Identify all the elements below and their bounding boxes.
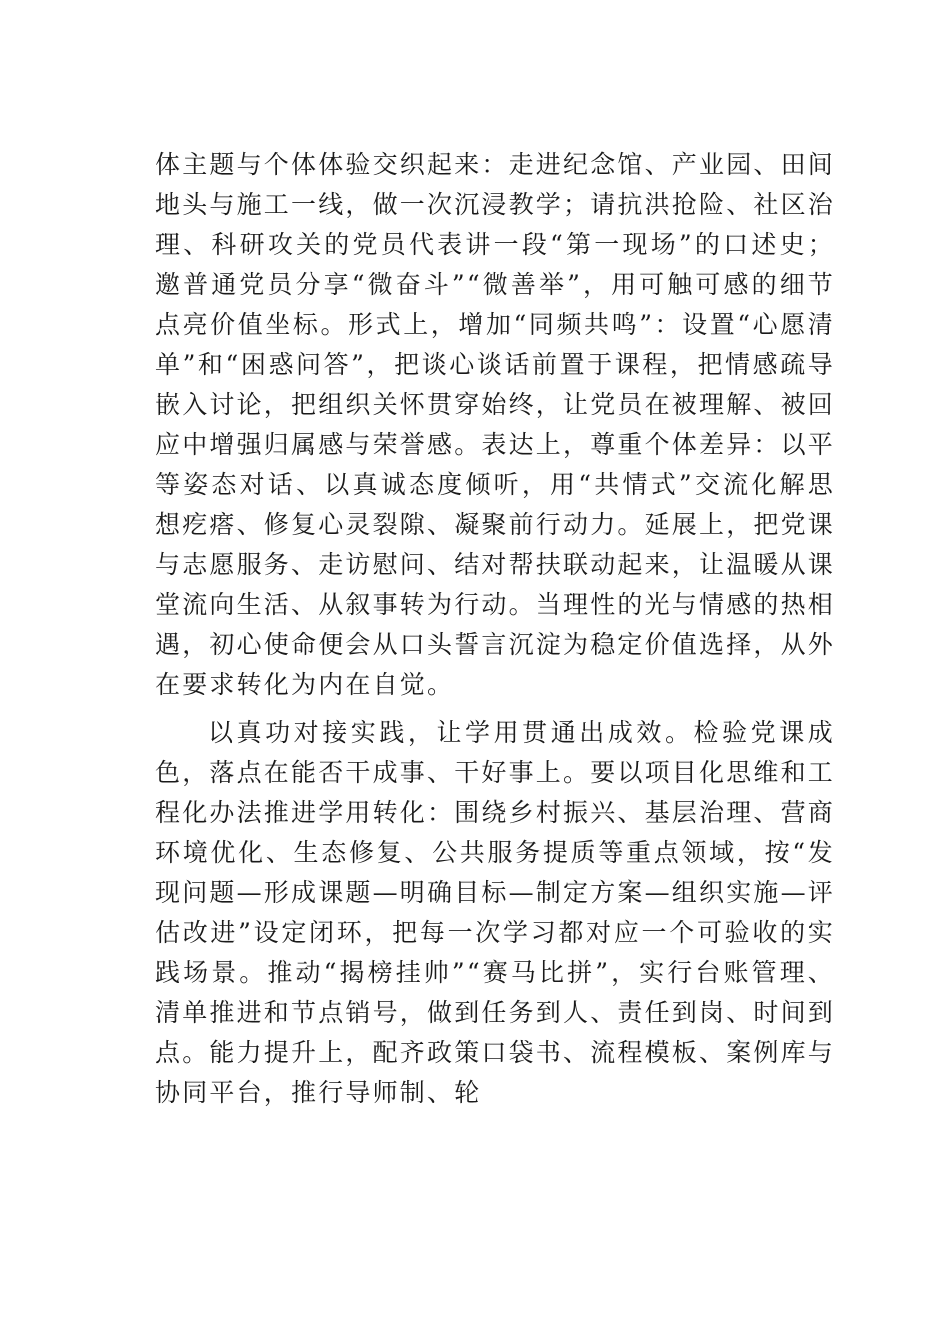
paragraph-practice: 以真功对接实践，让学用贯通出成效。检验党课成色，落点在能否干成事、干好事上。要以项目化思维和工程化办法推进学用转化：围绕乡村振兴、基层治理、营商环境优化、生态修复、公共服务提质等重点领域，按“发现问题—形成课题—明确目标—制定方案—组织实施—评估改进”设定闭环，把每一次学习都对应一个可验收的实践场景。推动“揭榜挂帅”“赛马比拼”，实行台账管理、清单推进和节点销号，做到任务到人、责任到岗、时间到点。能力提升上，配齐政策口袋书、流程模板、案例库与协同平台，推行导师制、轮 <box>155 718 836 1107</box>
paragraph-continued: 体主题与个体体验交织起来：走进纪念馆、产业园、田间地头与施工一线，做一次沉浸教学；请抗洪抢险、社区治理、科研攻关的党员代表讲一段“第一现场”的口述史；邀普通党员分享“微奋斗”“微善举”，用可触可感的细节点亮价值坐标。形式上，增加“同频共鸣”：设置“心愿清单”和“困惑问答”，把谈心谈话前置于课程，把情感疏导嵌入讨论，把组织关怀贯穿始终，让党员在被理解、被回应中增强归属感与荣誉感。表达上，尊重个体差异：以平等姿态对话、以真诚态度倾听，用“共情式”交流化解思想疙瘩、修复心灵裂隙、凝聚前行动力。延展上，把党课与志愿服务、走访慰问、结对帮扶联动起来，让温暖从课堂流向生活、从叙事转为行动。当理性的光与情感的热相遇，初心使命便会从口头誓言沉淀为稳定价值选择，从外在要求转化为内在自觉。 <box>155 150 836 699</box>
body-text <box>155 145 835 1113</box>
